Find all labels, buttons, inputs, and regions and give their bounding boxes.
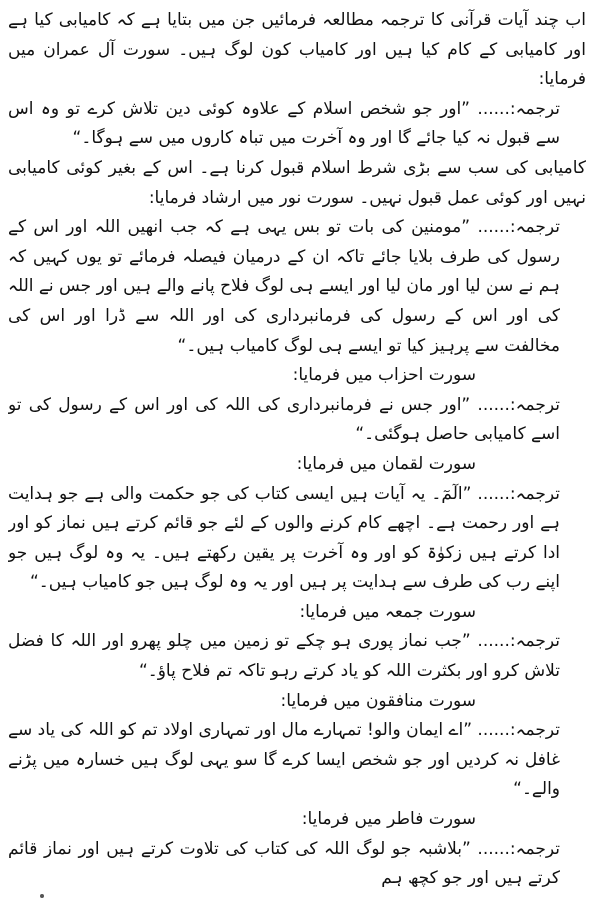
translation-al-noor: ترجمہ:...... ”مومنین کی بات تو بس یہی ہے کہ جب انھیں اللہ اور اس کے رسول کی طرف بلایا جائے تاکہ ان کے درمیان فیصلہ فرمائے تو یوں کہیں کہ ہم نے سن لیا اور مان لیا اور ایسے ہی لوگ فلاح پانے والے ہیں اور جس نے اللہ کی اور اس کے رسول کی فرمانبرداری کی اور اللہ سے ڈرا اور اس کی مخالفت سے پرہیز کیا تو ایسے ہی لوگ کامیاب ہیں۔“: [8, 217, 560, 356]
translation-fatir: ترجمہ:...... ”بلاشبہ جو لوگ اللہ کی کتاب کی تلاوت کرتے ہیں اور نماز قائم کرتے ہیں اور جو کچھ ہم: [8, 838, 560, 889]
paragraph-islam-condition: کامیابی کی سب سے بڑی شرط اسلام قبول کرنا ہے۔ اس کے بغیر کوئی کامیابی نہیں اور کوئی عمل قبول نہیں۔ سورت نور میں ارشاد فرمایا:: [8, 157, 586, 208]
document-page: [8, 6, 586, 892]
translation-al-ahzab: ترجمہ:...... ”اور جس نے فرمانبرداری کی اللہ کی اور اس کے رسول کی تو اسے کامیابی حاصل ہوگئی۔“: [8, 394, 560, 445]
heading-al-munafiqun: سورت منافقون میں فرمایا:: [280, 690, 476, 711]
translation-al-imran: ترجمہ:...... ”اور جو شخص اسلام کے علاوہ کوئی دین تلاش کرے تو وہ اس سے قبول نہ کیا جائے گا اور وہ آخرت میں تباہ کاروں میں سے ہوگا۔“: [8, 98, 560, 149]
translation-al-munafiqun: ترجمہ:...... ”اے ایمان والو! تمہارے مال اور تمہاری اولاد تم کو اللہ کی یاد سے غافل نہ کردیں اور جو شخص ایسا کرے گا سو یہی لوگ ہیں خسارہ میں پڑنے والے۔“: [8, 720, 560, 800]
heading-luqman: سورت لقمان میں فرمایا:: [296, 453, 476, 474]
paragraph-intro: اب چند آیات قرآنی کا ترجمہ مطالعہ فرمائیں جن میں بتایا ہے کہ کامیابی کیا ہے اور کامیابی کے کام کیا ہیں اور کامیاب کون لوگ ہیں۔ سورت آل عمران میں فرمایا:: [8, 10, 586, 90]
translation-luqman: ترجمہ:...... ”الٓمٓ۔ یہ آیات ہیں ایسی کتاب کی جو حکمت والی ہے جو ہدایت ہے اور رحمت ہے۔ اچھے کام کرنے والوں کے لئے جو قائم کرتے ہیں نماز کو اور ادا کرتے ہیں زکوٰۃ کو اور وہ آخرت پر یقین رکھتے ہیں۔ یہ وہ لوگ ہیں جو اپنے رب کی طرف سے ہدایت پر ہیں اور یہ وہ لوگ ہیں جو کامیاب ہیں۔“: [8, 483, 560, 593]
heading-fatir: سورت فاطر میں فرمایا:: [301, 809, 476, 830]
page-dot-mark: [40, 894, 44, 898]
heading-al-ahzab: سورت احزاب میں فرمایا:: [292, 365, 476, 386]
translation-al-jumua: ترجمہ:...... ”جب نماز پوری ہو چکے تو زمین میں چلو پھرو اور اللہ کا فضل تلاش کرو اور بکثرت اللہ کو یاد کرتے رہو تاکہ تم فلاح پاؤ۔“: [8, 631, 560, 682]
heading-al-jumua: سورت جمعہ میں فرمایا:: [299, 601, 476, 622]
